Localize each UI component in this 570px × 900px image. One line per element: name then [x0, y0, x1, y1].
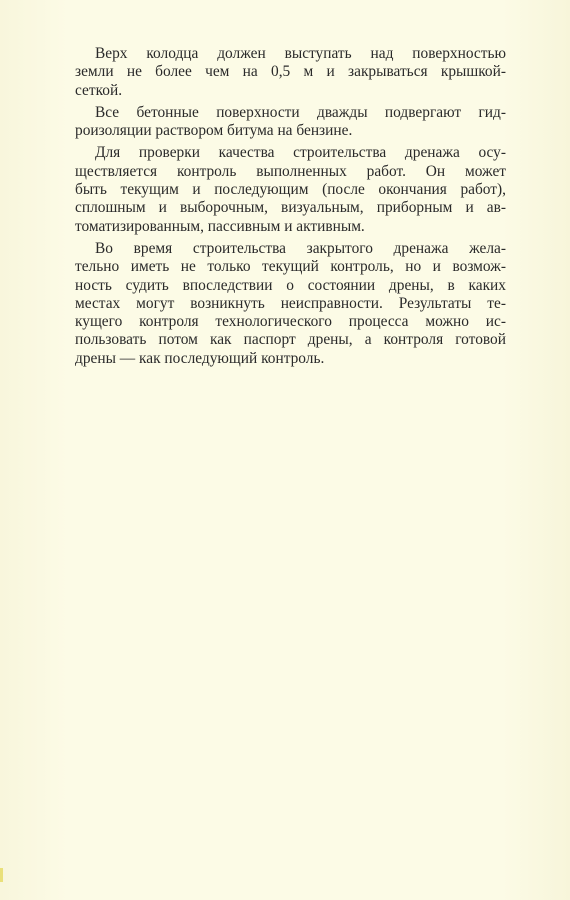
- text-line: местах могут возникнуть неисправности. Результаты те-: [75, 294, 506, 312]
- text-line: дрены — как последующий контроль.: [75, 349, 325, 367]
- paragraph-quality-control: [75, 144, 506, 235]
- text-line: роизоляции раствором битума на бензине.: [75, 122, 353, 140]
- text-line: земли не более чем на 0,5 м и закрываться крышкой-: [75, 63, 506, 81]
- text-line: ность судить впоследствии о состоянии дрены, в каких: [75, 276, 506, 294]
- text-line: Во время строительства закрытого дренажа жела-: [95, 239, 506, 257]
- paragraph-well-top: [75, 45, 506, 100]
- page-edge-mark: [0, 868, 3, 882]
- paragraph-closed-drainage: [75, 240, 506, 368]
- text-line: Все бетонные поверхности дважды подвергают гид-: [95, 103, 506, 121]
- text-line: ществляется контроль выполненных работ. Он может: [75, 162, 506, 180]
- text-line: томатизированным, пассивным и активным.: [75, 217, 365, 235]
- text-line: тельно иметь не только текущий контроль, но и возмож-: [75, 258, 506, 276]
- text-line: сеткой.: [75, 81, 123, 99]
- body-text: [75, 45, 506, 372]
- text-line: пользовать потом как паспорт дрены, а контроля готовой: [75, 331, 506, 349]
- text-line: сплошным и выборочным, визуальным, приборным и ав-: [75, 199, 506, 217]
- text-line: кущего контроля технологического процесса можно ис-: [75, 313, 506, 331]
- paragraph-waterproofing: [75, 104, 506, 141]
- text-line: Для проверки качества строительства дренажа осу-: [95, 144, 506, 162]
- text-line: быть текущим и последующим (после окончания работ),: [75, 181, 506, 199]
- text-line: Верх колодца должен выступать над поверхностью: [95, 45, 506, 62]
